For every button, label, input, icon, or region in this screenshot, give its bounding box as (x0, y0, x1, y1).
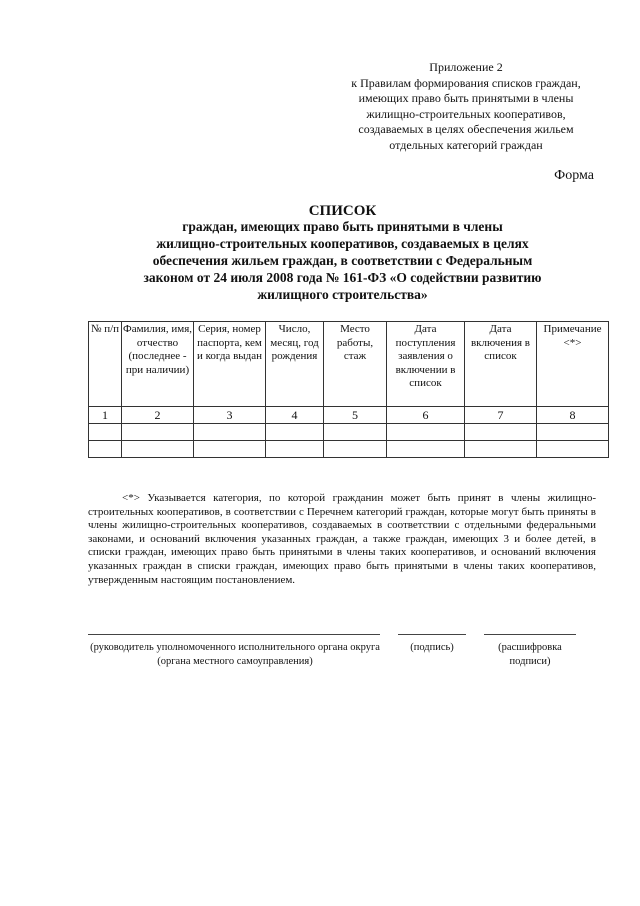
table-cell (387, 441, 465, 458)
table-cell (89, 424, 122, 441)
column-number: 4 (266, 407, 324, 424)
table-cell (266, 424, 324, 441)
form-label: Форма (554, 168, 594, 183)
header-workplace: Место работы, стаж (324, 322, 387, 407)
header-passport: Серия, номер паспорта, кем и когда выдан (194, 322, 266, 407)
column-number: 8 (537, 407, 609, 424)
document-title: СПИСОК (308, 203, 377, 219)
table-cell (122, 424, 194, 441)
decoding-line (484, 634, 576, 635)
appendix-line: жилищно-строительных кооперативов, (366, 106, 566, 121)
header-note: Примечание <*> (537, 322, 609, 407)
appendix-line: отдельных категорий граждан (389, 137, 543, 152)
appendix-line: создаваемых в целях обеспечения жильем (358, 122, 574, 136)
table-cell (387, 424, 465, 441)
footnote-text: <*> Указывается категория, по которой гражданин может быть принят в члены жилищно-строительных кооперативов, в соответствии с Перечнем категорий граждан, которые могут быть приняты в члены жилищно-строительных кооперативов, создаваемых в соответствии с отдельными федеральными законами, и оснований включения указанных граждан, а также граждан, имеющих 3 и более детей, в списки граждан, имеющих право быть принятыми в члены таких кооперативов, и оснований включения указанных граждан в списки граждан, имеющих право быть принятыми в члены таких кооперативов, утвержденным настоящим постановлением. (88, 492, 596, 586)
table-cell (266, 441, 324, 458)
column-number: 1 (89, 407, 122, 424)
column-number: 6 (387, 407, 465, 424)
table-cell (324, 424, 387, 441)
column-number: 3 (194, 407, 266, 424)
table-row (89, 441, 609, 458)
header-birth-date: Число, месяц, год рождения (266, 322, 324, 407)
header-application-date: Дата поступления заявления о включении в список (387, 322, 465, 407)
table-cell (465, 441, 537, 458)
table-cell (194, 424, 266, 441)
header-inclusion-date: Дата включения в список (465, 322, 537, 407)
subtitle-line: жилищного строительства» (257, 287, 428, 302)
decoding-label: (расшифровка подписи) (498, 642, 562, 667)
header-full-name: Фамилия, имя, отчество (последнее - при наличии) (122, 322, 194, 407)
footnote (88, 492, 596, 587)
table-header-row (89, 322, 609, 407)
subtitle-line: жилищно-строительных кооперативов, создаваемых в целях (156, 236, 529, 251)
signature-line (398, 634, 466, 635)
appendix-header (330, 60, 602, 153)
table-cell (537, 424, 609, 441)
appendix-line: имеющих право быть принятыми в члены (358, 91, 574, 105)
appendix-line: к Правилам формирования списков граждан, (351, 75, 581, 90)
column-number: 7 (465, 407, 537, 424)
table-cell (194, 441, 266, 458)
official-signature-line (88, 634, 380, 635)
table-cell (537, 441, 609, 458)
table-cell (324, 441, 387, 458)
citizens-list-table (88, 321, 609, 458)
column-number: 2 (122, 407, 194, 424)
column-number-row (89, 407, 609, 424)
table-cell (122, 441, 194, 458)
table-cell (465, 424, 537, 441)
official-title-label: (руководитель уполномоченного исполнительного органа округа (органа местного самоуправления) (90, 642, 380, 667)
signature-label: (подпись) (410, 642, 454, 653)
document-subtitle (105, 218, 580, 303)
subtitle-line: обеспечения жильем граждан, в соответствии с Федеральным (152, 253, 533, 268)
subtitle-line: законом от 24 июля 2008 года № 161-ФЗ «О содействии развитию (143, 270, 542, 285)
subtitle-line: граждан, имеющих право быть принятыми в члены (182, 219, 503, 234)
appendix-line: Приложение 2 (429, 60, 503, 74)
column-number: 5 (324, 407, 387, 424)
header-number: № п/п (89, 322, 122, 407)
table-row (89, 424, 609, 441)
table-cell (89, 441, 122, 458)
